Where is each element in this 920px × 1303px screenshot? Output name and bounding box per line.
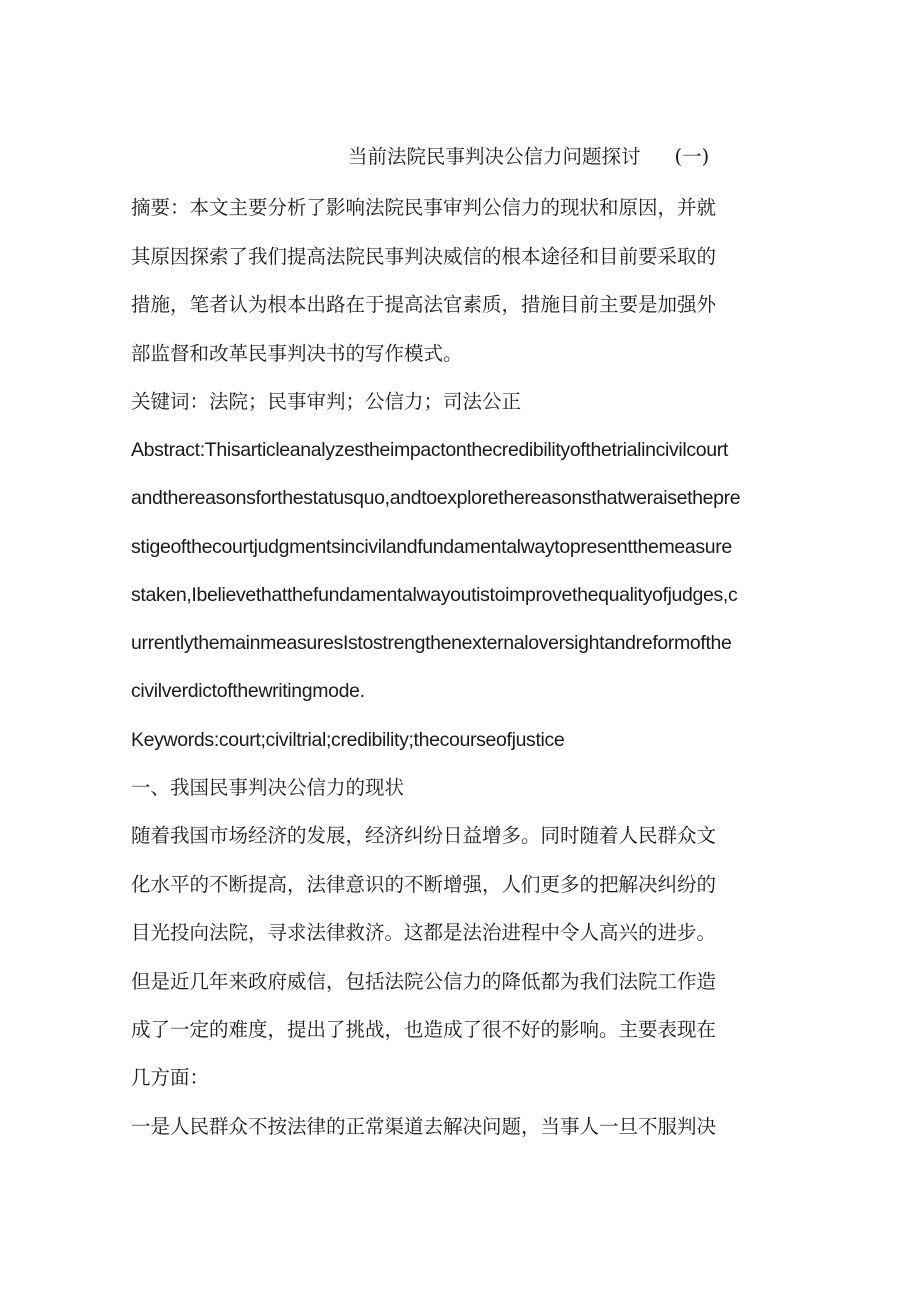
title-suffix: (一) — [674, 145, 710, 168]
section-1-paragraph-line-6: 几方面： — [131, 1066, 210, 1089]
abstract-en-line-6: civilverdictofthewritingmode. — [131, 680, 365, 702]
abstract-en-line-1: Abstract:Thisarticleanalyzestheimpactonthecredibilityofthetrialincivilcourt — [131, 439, 728, 461]
section-1-paragraph-line-2: 化水平的不断提高，法律意识的不断增强，人们更多的把解决纠纷的 — [131, 873, 717, 896]
abstract-en-line-5: urrentlythemainmeasuresIstostrengthenexternaloversightandreformofthe — [131, 632, 732, 654]
section-1-paragraph-line-5: 成了一定的难度，提出了挑战，也造成了很不好的影响。主要表现在 — [131, 1018, 717, 1041]
abstract-cn-line-1: 摘要：本文主要分析了影响法院民事审判公信力的现状和原因，并就 — [131, 196, 717, 219]
keywords-en: Keywords:court;civiltrial;credibility;thecourseofjustice — [131, 729, 565, 751]
abstract-en-line-2: andthereasonsforthestatusquo,andtoexplorethereasonsthatweraisethepre — [131, 487, 741, 509]
section-1-paragraph-line-3: 目光投向法院，寻求法律救济。这都是法治进程中令人高兴的进步。 — [131, 921, 717, 944]
abstract-en-line-4: staken,Ibelievethatthefundamentalwayoutistoimprovethequalityofjudges,c — [131, 584, 738, 606]
section-1-item-1: 一是人民群众不按法律的正常渠道去解决问题，当事人一旦不服判决 — [131, 1115, 717, 1138]
abstract-cn-line-3: 措施，笔者认为根本出路在于提高法官素质，措施目前主要是加强外 — [131, 293, 717, 316]
abstract-cn-line-2: 其原因探索了我们提高法院民事判决威信的根本途径和目前要采取的 — [131, 245, 717, 268]
keywords-cn: 关键词：法院；民事审判；公信力；司法公正 — [131, 390, 522, 413]
abstract-en-line-3: stigeofthecourtjudgmentsincivilandfundamentalwaytopresentthemeasure — [131, 536, 732, 558]
title-text: 当前法院民事判决公信力问题探讨 — [348, 145, 641, 168]
section-1-paragraph-line-1: 随着我国市场经济的发展，经济纠纷日益增多。同时随着人民群众文 — [131, 824, 717, 847]
abstract-cn-line-4: 部监督和改革民事判决书的写作模式。 — [131, 342, 463, 365]
section-1-paragraph-line-4: 但是近几年来政府威信，包括法院公信力的降低都为我们法院工作造 — [131, 970, 717, 993]
document-title — [348, 145, 709, 169]
section-1-heading: 一、我国民事判决公信力的现状 — [131, 776, 405, 799]
